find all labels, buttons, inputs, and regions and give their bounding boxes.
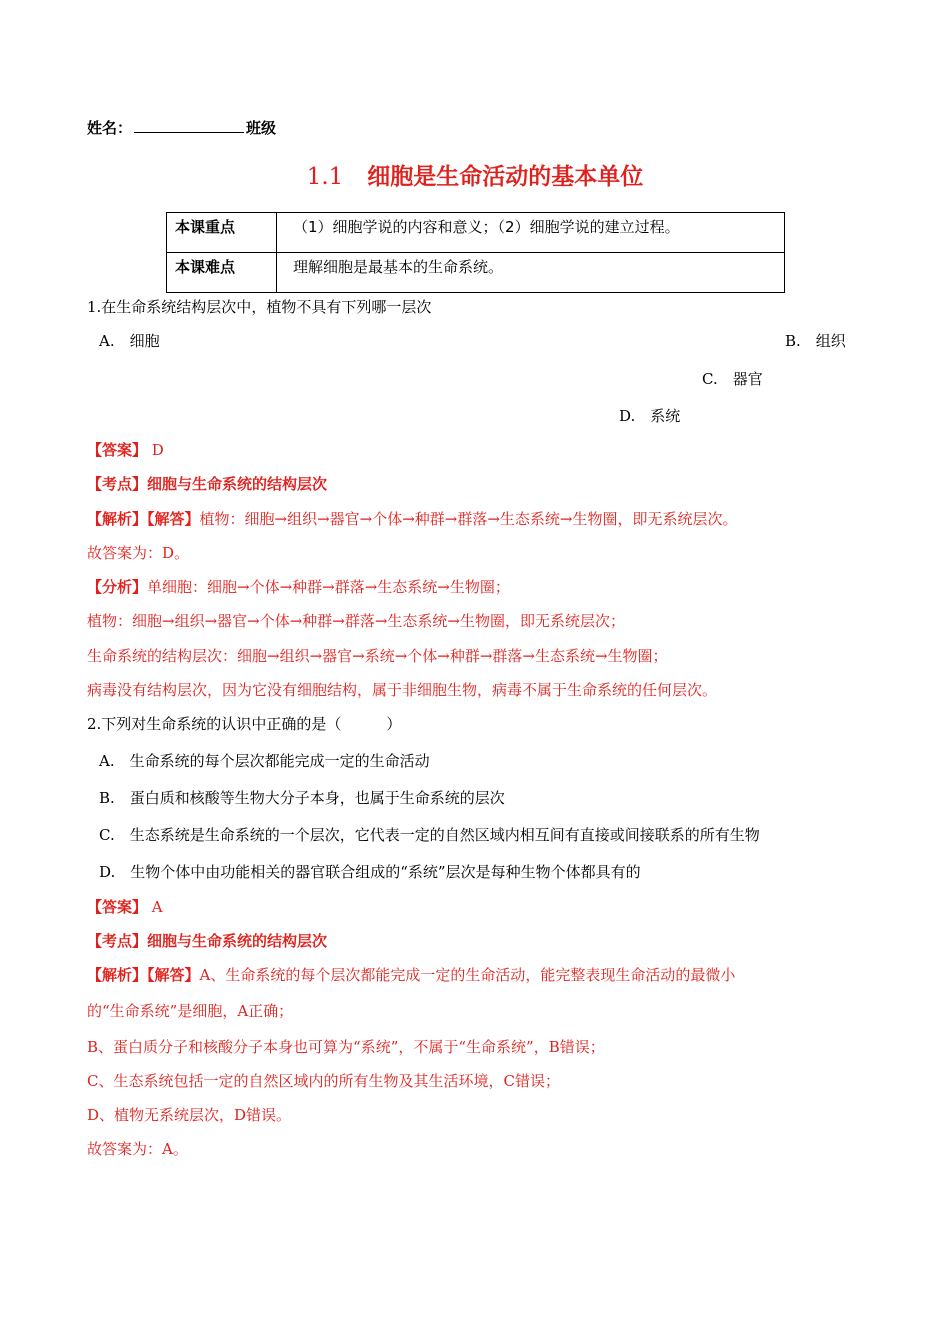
name-input-line[interactable] — [134, 118, 244, 133]
q2-option-b[interactable]: B. 蛋白质和核酸等生物大分子本身，也属于生命系统的层次 — [99, 789, 505, 807]
student-info-line — [87, 117, 276, 138]
q1-option-d[interactable]: D. 系统 — [619, 407, 681, 425]
q1-fenxi-3: 生命系统的结构层次：细胞→组织→器官→系统→个体→种群→群落→生态系统→生物圈； — [87, 647, 668, 665]
class-label: 班级 — [246, 119, 277, 137]
page-title — [0, 158, 950, 191]
q1-option-c[interactable]: C. 器官 — [702, 370, 763, 388]
q2-analysis-3: B、蛋白质分子和核酸分子本身也可算为“系统”，不属于“生命系统”，B错误； — [87, 1038, 605, 1056]
difficulty-label: 本课难点 — [167, 253, 277, 293]
analysis-text: 植物：细胞→组织→器官→个体→种群→群落→生态系统→生物圈，即无系统层次。 — [199, 510, 738, 528]
q2-option-c[interactable]: C. 生态系统是生命系统的一个层次，它代表一定的自然区域内相互间有直接或间接联系的所有生物 — [99, 826, 760, 844]
section-title: 细胞是生命活动的基本单位 — [367, 164, 644, 190]
q1-option-b[interactable]: B. 组织 — [785, 332, 846, 350]
fenxi-tag: 【分析】 — [87, 578, 148, 596]
q1-answer — [87, 439, 164, 460]
analysis-line: A、生命系统的每个层次都能完成一定的生命活动，能完整表现生命活动的最微小 — [199, 966, 736, 984]
point-value: 细胞与生命系统的结构层次 — [147, 932, 328, 950]
point-tag: 【考点】 — [87, 932, 148, 950]
focus-label: 本课重点 — [167, 213, 277, 253]
q2-analysis-5: D、植物无系统层次，D错误。 — [87, 1106, 292, 1124]
q1-stem: 1.在生命系统结构层次中，植物不具有下列哪一层次 — [87, 298, 432, 316]
q2-point — [87, 930, 327, 951]
q2-stem: 2.下列对生命系统的认识中正确的是（ ） — [87, 715, 402, 733]
fenxi-line: 单细胞：细胞→个体→种群→群落→生态系统→生物圈； — [147, 578, 510, 596]
point-value: 细胞与生命系统的结构层次 — [147, 475, 328, 493]
q2-analysis-4: C、生态系统包括一定的自然区域内的所有生物及其生活环境，C错误； — [87, 1072, 560, 1090]
q1-fenxi-1 — [87, 576, 510, 597]
name-label: 姓名： — [87, 119, 133, 137]
answer-tag: 【答案】 — [87, 898, 148, 916]
q2-answer — [87, 896, 163, 917]
answer-value: A — [151, 898, 163, 916]
section-number: 1.1 — [306, 164, 344, 190]
q2-option-a[interactable]: A. 生命系统的每个层次都能完成一定的生命活动 — [99, 752, 430, 770]
q2-analysis-2: 的“生命系统”是细胞，A正确； — [87, 1002, 294, 1020]
q2-option-d[interactable]: D. 生物个体中由功能相关的器官联合组成的“系统”层次是每种生物个体都具有的 — [99, 863, 641, 881]
table-row — [167, 213, 785, 253]
q2-analysis-1 — [87, 964, 735, 985]
q1-option-a[interactable]: A. 细胞 — [99, 332, 160, 350]
answer-tag: 【答案】 — [87, 441, 148, 459]
analysis-tag: 【解析】【解答】 — [87, 966, 200, 984]
answer-value: D — [151, 441, 164, 459]
q1-fenxi-2: 植物：细胞→组织→器官→个体→种群→群落→生态系统→生物圈，即无系统层次； — [87, 612, 625, 630]
q1-analysis — [87, 508, 738, 529]
point-tag: 【考点】 — [87, 475, 148, 493]
q1-conclusion: 故答案为：D。 — [87, 544, 190, 562]
focus-value: （1）细胞学说的内容和意义；（2）细胞学说的建立过程。 — [277, 213, 785, 253]
analysis-tag: 【解析】【解答】 — [87, 510, 200, 528]
q1-point — [87, 473, 327, 494]
q2-conclusion: 故答案为：A。 — [87, 1140, 188, 1158]
table-row — [167, 253, 785, 293]
lesson-focus-table — [166, 212, 785, 293]
q1-fenxi-4: 病毒没有结构层次，因为它没有细胞结构，属于非细胞生物，病毒不属于生命系统的任何层次。 — [87, 681, 718, 699]
difficulty-value: 理解细胞是最基本的生命系统。 — [277, 253, 785, 293]
